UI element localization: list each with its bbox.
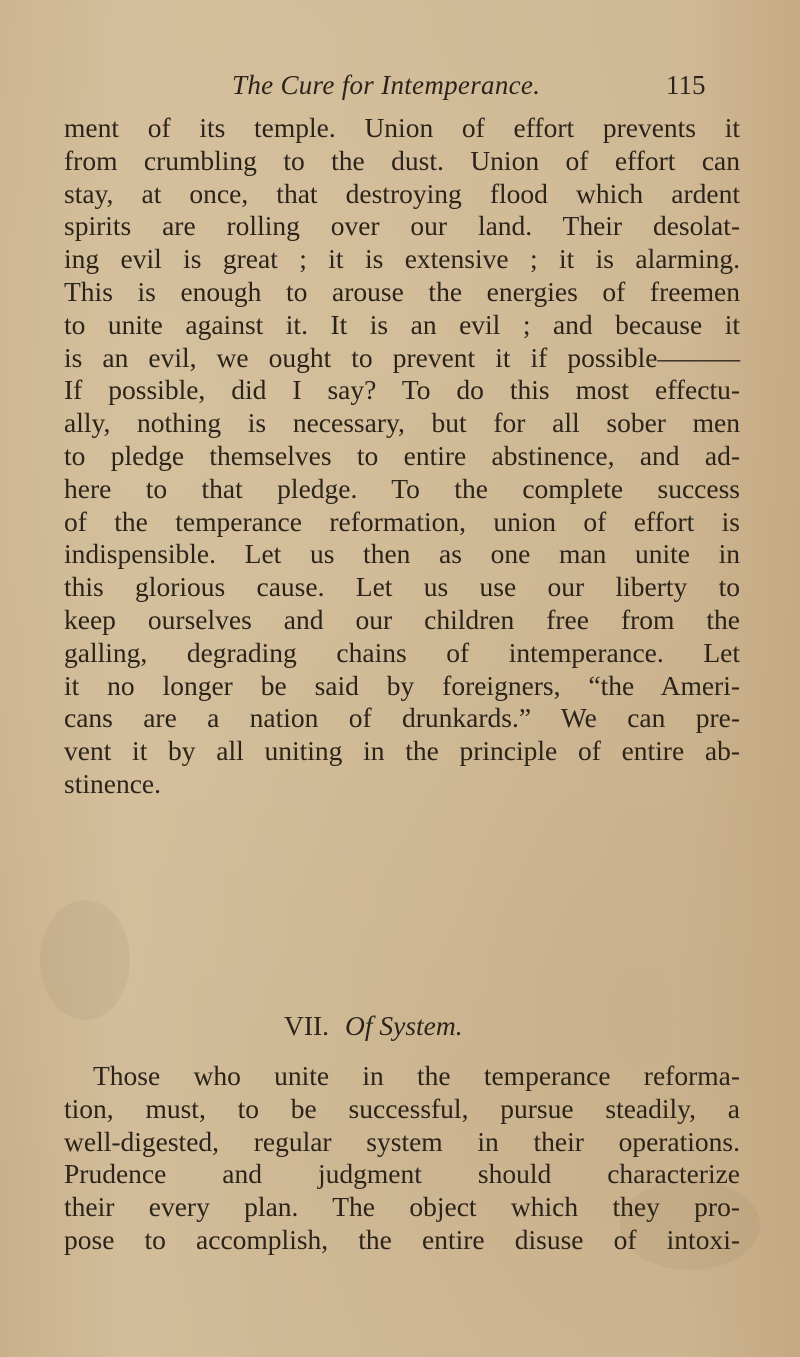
text-line: to pledge themselves to entire abstinence, and ad- xyxy=(64,439,740,471)
text-line: keep ourselves and our children free from the xyxy=(64,603,740,635)
section-number: VII. xyxy=(284,1010,330,1041)
running-title: The Cure for Intemperance. xyxy=(232,70,541,100)
text-line: If possible, did I say? To do this most effectu- xyxy=(64,374,740,406)
text-line: spirits are rolling over our land. Their desolat- xyxy=(64,210,740,242)
text-line: from crumbling to the dust. Union of effort can xyxy=(64,144,740,176)
text-line: it no longer be said by foreigners, “the Ameri- xyxy=(64,669,740,701)
paragraph-1 xyxy=(64,112,740,801)
text-line: indispensible. Let us then as one man unite in xyxy=(64,538,740,570)
text-line: tion, must, to be successful, pursue steadily, a xyxy=(64,1092,740,1124)
running-head xyxy=(0,70,800,110)
text-line: is an evil, we ought to prevent it if possible——— xyxy=(64,341,740,373)
paragraph-2 xyxy=(64,1060,740,1257)
text-line: pose to accomplish, the entire disuse of intoxi- xyxy=(64,1223,740,1255)
text-line: vent it by all uniting in the principle of entire ab- xyxy=(64,735,740,767)
text-line: to unite against it. It is an evil ; and because it xyxy=(64,308,740,340)
text-line: This is enough to arouse the energies of freemen xyxy=(64,275,740,307)
text-line: ally, nothing is necessary, but for all sober men xyxy=(64,407,740,439)
page-number: 115 xyxy=(666,70,706,100)
text-line: of the temperance reformation, union of effort is xyxy=(64,505,740,537)
text-line: stinence. xyxy=(64,767,161,799)
text-line: their every plan. The object which they pro- xyxy=(64,1191,740,1223)
text-line: well-digested, regular system in their operations. xyxy=(64,1125,740,1157)
text-line: Those who unite in the temperance reforma- xyxy=(93,1060,740,1091)
text-line: cans are a nation of drunkards.” We can pre- xyxy=(64,702,740,734)
text-line: this glorious cause. Let us use our liberty to xyxy=(64,571,740,603)
paper-stain xyxy=(40,900,130,1020)
text-line: ing evil is great ; it is extensive ; it is alarming. xyxy=(64,243,740,275)
section-title: Of System. xyxy=(345,1010,463,1041)
text-line: galling, degrading chains of intemperance. Let xyxy=(64,636,740,668)
text-line: here to that pledge. To the complete success xyxy=(64,472,740,504)
text-line: Prudence and judgment should characterize xyxy=(64,1158,740,1190)
text-line: stay, at once, that destroying flood which ardent xyxy=(64,177,740,209)
text-line: ment of its temple. Union of effort prevents it xyxy=(64,112,740,143)
